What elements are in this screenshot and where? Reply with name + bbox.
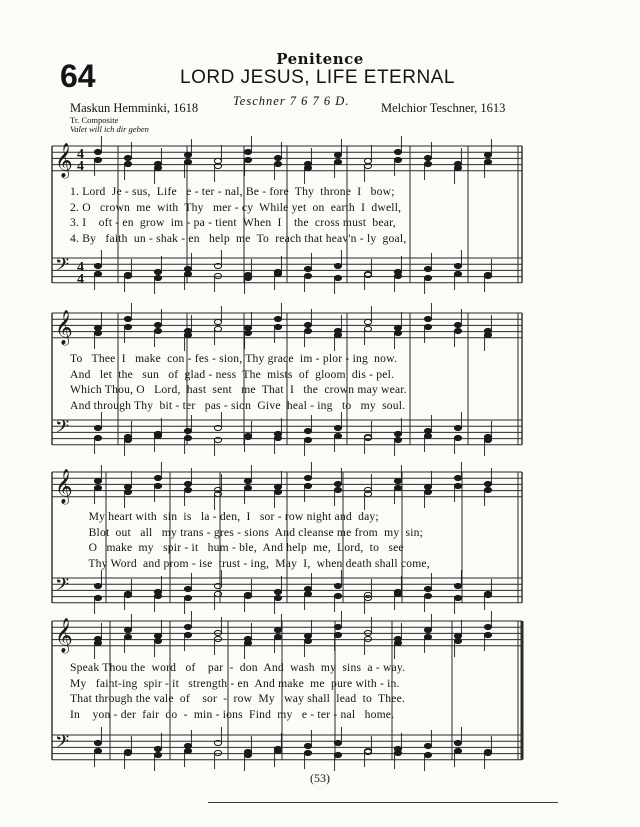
hymn-number: 64 — [60, 58, 96, 94]
svg-text:𝄞: 𝄞 — [55, 469, 73, 504]
svg-text:4: 4 — [77, 272, 84, 287]
svg-text:𝄞: 𝄞 — [55, 310, 73, 345]
lyrics-system-2: To Thee I make con - fes - sion, Thy grace im - plor - ing now. And let the sun of glad - ness The mists of gloom dis - pel. Which Thou, O Lord, hast sent me That I the crown may wear. And through Thy bit - ter pas - sion Give heal - ing to my soul. — [70, 352, 407, 412]
svg-text:4: 4 — [77, 159, 84, 174]
svg-text:𝄞: 𝄞 — [55, 143, 73, 178]
tune-name: Teschner 7 6 7 6 D. — [233, 94, 350, 108]
lyrics-system-1: 1. Lord Je - sus, Life e - ter - nal, Be - fore Thy throne I bow; 2. O crown me with Thy mer - cy While yet on earth I dwell, 3. I oft - en grow im - pa - tient When I the cross must bear, 4. By faith un - shak - en help me To reach that heav'n - ly goal, — [70, 185, 407, 245]
page-number: (53) — [310, 771, 330, 785]
svg-text:𝄢: 𝄢 — [55, 417, 70, 442]
svg-text:𝄢: 𝄢 — [55, 575, 70, 600]
svg-text:𝄢: 𝄢 — [55, 255, 70, 280]
original-title: Valet will ich dir geben — [70, 124, 149, 134]
svg-text:4: 4 — [77, 260, 84, 275]
section-heading: Penitence — [276, 50, 364, 68]
translation-credit: Tr. Composite — [70, 115, 119, 125]
svg-text:𝄞: 𝄞 — [55, 618, 73, 653]
footer-rule — [208, 802, 558, 803]
lyrics-system-4: Speak Thou the word of par - don And wash my sins a - way. My faint-ing spir - it strength - en And make me pure with - in. That through the vale of sor - row My way shall lead to Thee. In yon - der fair do - min - ions Find my e - ter - nal home. — [70, 661, 406, 721]
composer-credit: Melchior Teschner, 1613 — [381, 101, 506, 115]
svg-text:𝄢: 𝄢 — [55, 732, 70, 757]
lyrics-system-3: My heart with sin is la - den, I sor - row night and day; Blot out all my trans - gres - sions And cleanse me from my sin; O make my spir - it hum - ble, And help me, Lord, to see Thy Word and prom - ise trust - ing, May I, when death shall come, — [88, 510, 430, 570]
author-credit: Maskun Hemminki, 1618 — [70, 101, 199, 115]
svg-text:4: 4 — [77, 147, 84, 162]
hymn-title: LORD JESUS, LIFE ETERNAL — [180, 67, 455, 88]
